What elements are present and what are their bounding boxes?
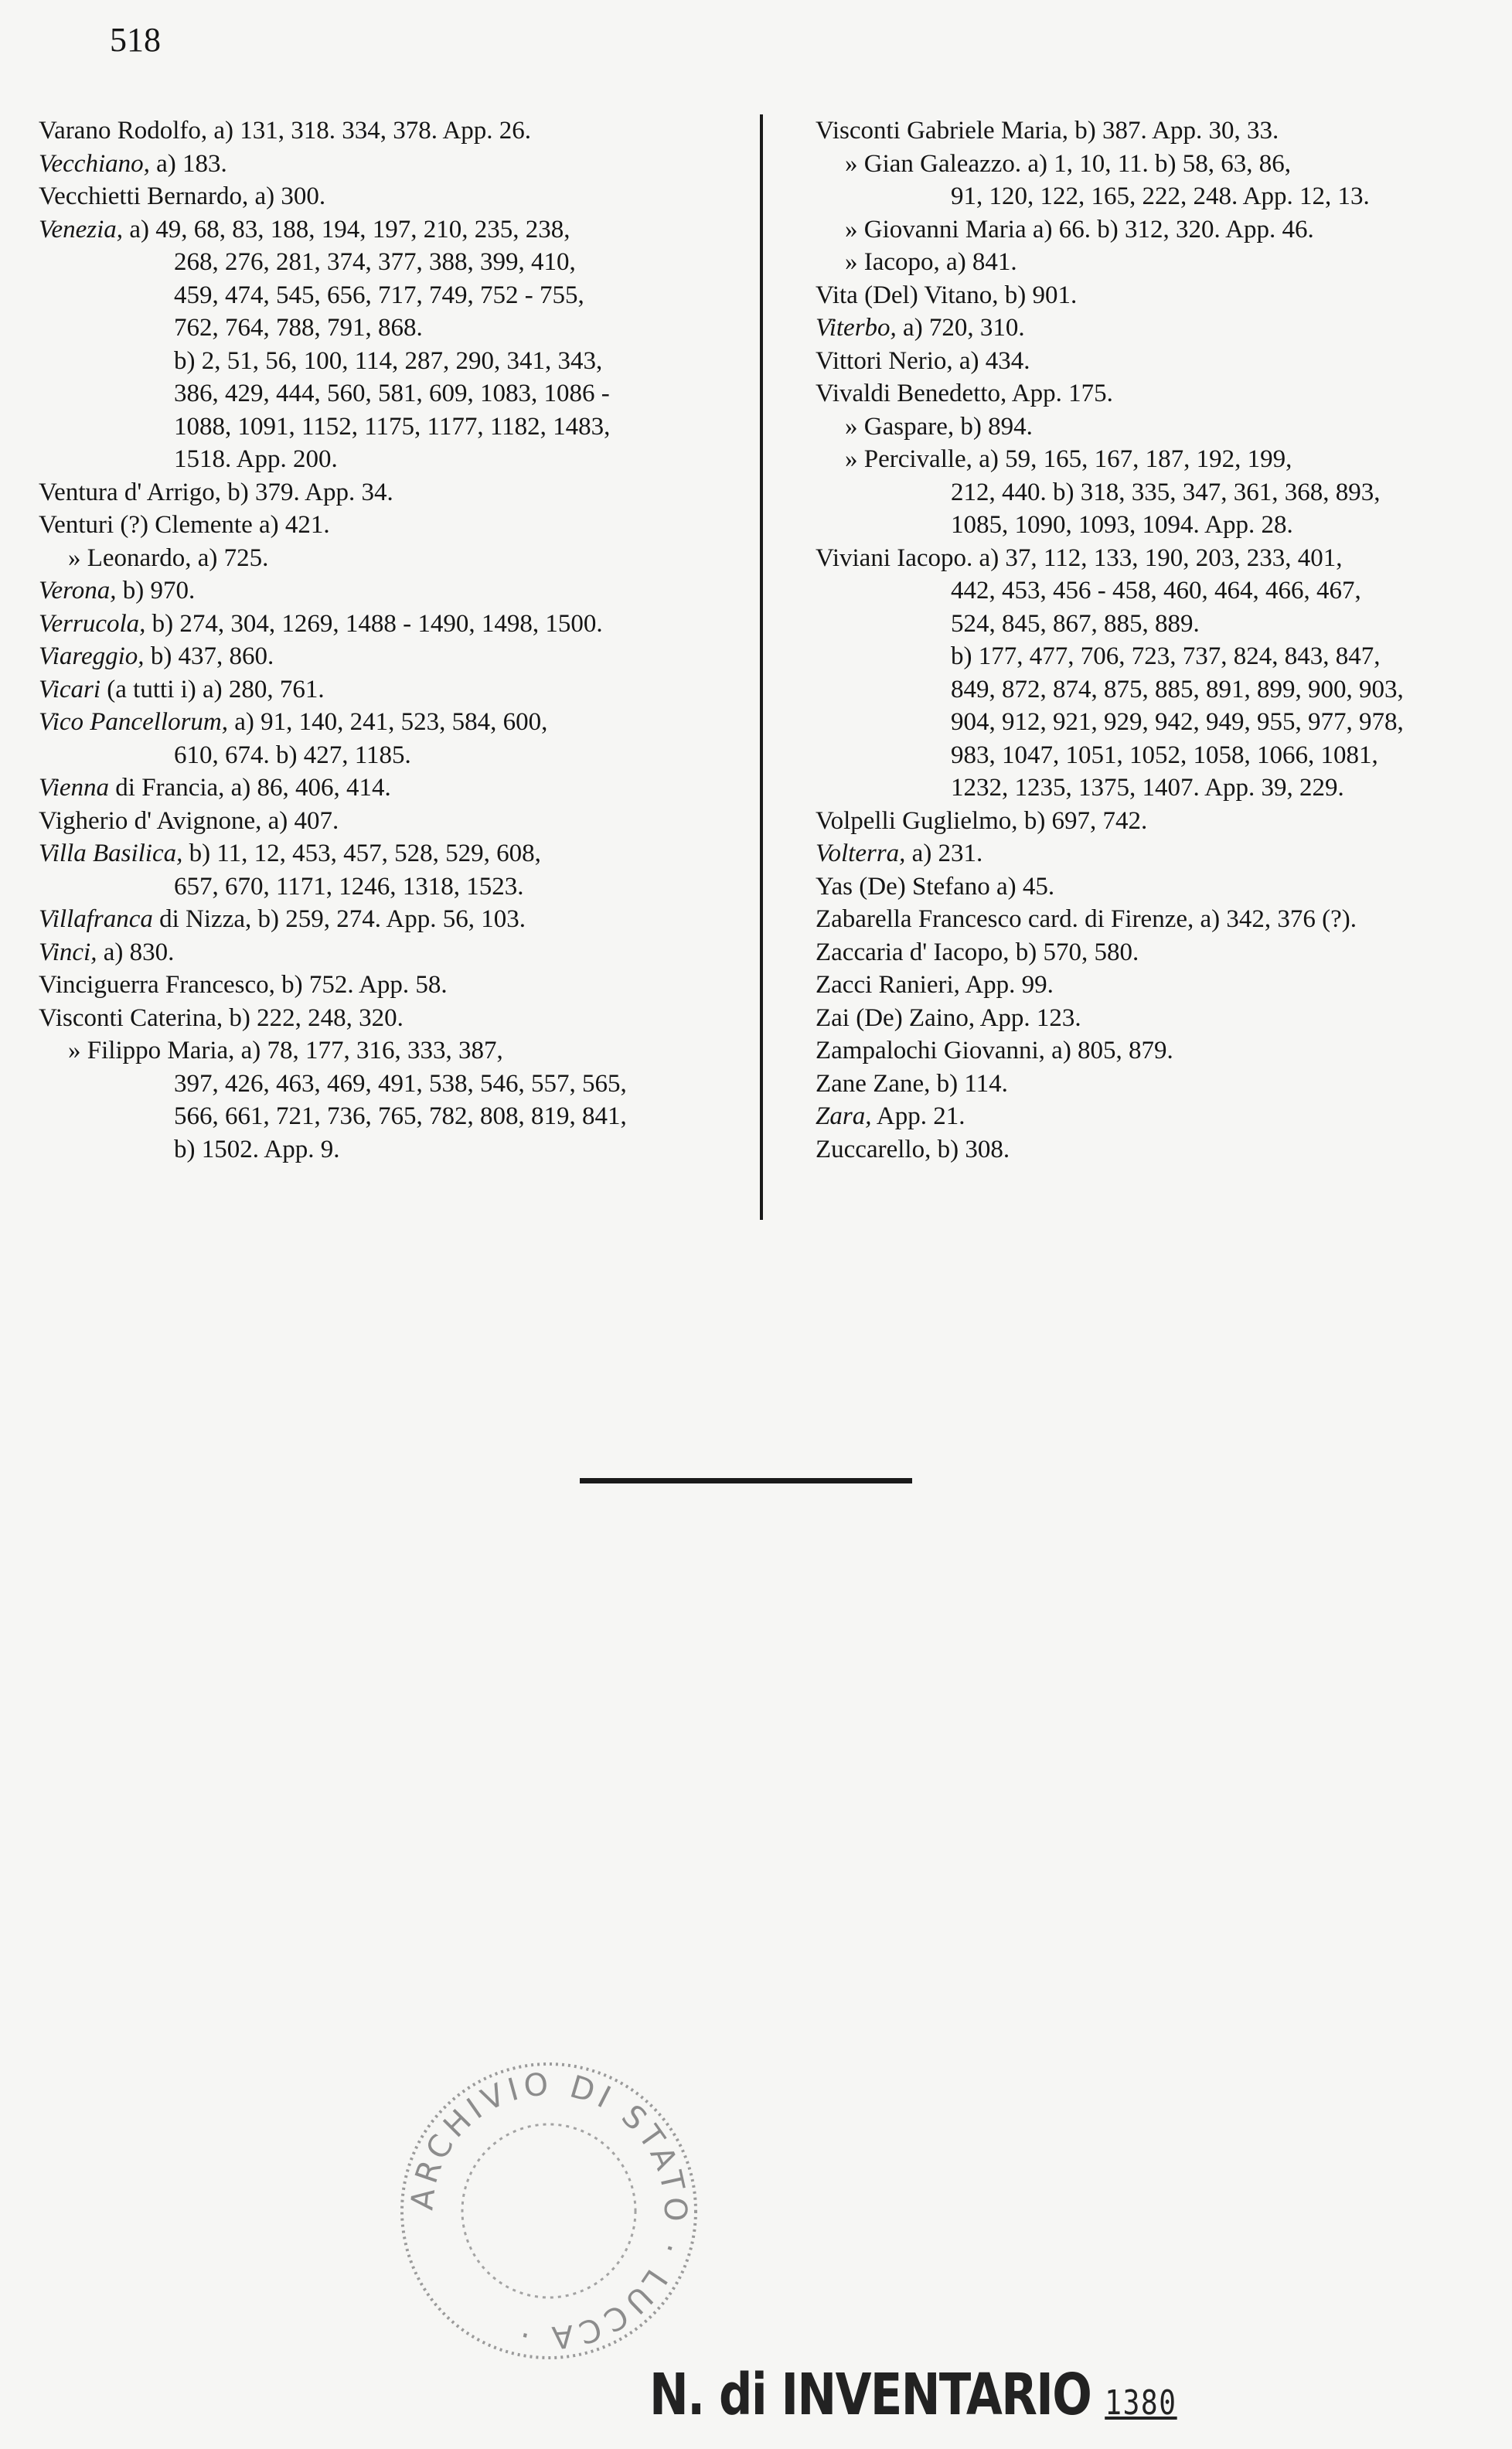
entry-person-name: Zacci Ranieri, xyxy=(816,971,965,999)
index-entry xyxy=(39,805,719,838)
entry-person-name: » Leonardo, xyxy=(68,543,198,572)
entry-references: a) 421. xyxy=(258,511,330,539)
entry-references: b) 274, 304, 1269, 1488 - 1490, 1498, 1500. xyxy=(145,609,603,638)
entry-person-name: » Gaspare, xyxy=(845,412,961,441)
entry-references: b) 379. App. 34. xyxy=(227,478,393,506)
index-entry xyxy=(39,509,719,542)
entry-references: b) 114. xyxy=(936,1069,1008,1098)
index-entry xyxy=(816,377,1496,410)
index-entry xyxy=(816,114,1496,148)
index-entry xyxy=(816,870,1496,904)
entry-person-name: Zuccarello, xyxy=(816,1135,938,1163)
entry-place-name: Vico Pancellorum, xyxy=(39,708,228,736)
entry-references: b) 970. xyxy=(116,577,196,605)
index-entry xyxy=(816,673,1496,707)
entry-person-name: Vecchietti Bernardo, xyxy=(39,182,255,210)
index-entry xyxy=(816,640,1496,673)
index-entry xyxy=(39,377,719,410)
index-entry xyxy=(39,673,719,707)
index-entry xyxy=(39,870,719,904)
index-entry xyxy=(816,1100,1496,1133)
entry-references: a) 49, 68, 83, 188, 194, 197, 210, 235, 238, xyxy=(123,215,570,244)
index-entry xyxy=(816,771,1496,805)
entry-person-name: Visconti Caterina, xyxy=(39,1003,230,1032)
entry-references: a) 830. xyxy=(97,938,175,966)
index-entry xyxy=(816,1034,1496,1068)
entry-continuation: b) 177, 477, 706, 723, 737, 824, 843, 847, xyxy=(951,642,1381,670)
entry-continuation: 212, 440. b) 318, 335, 347, 361, 368, 893, xyxy=(951,478,1381,506)
entry-references: App. 99. xyxy=(965,971,1054,999)
entry-references: a) 300. xyxy=(254,182,326,210)
entry-continuation: b) 1502. App. 9. xyxy=(174,1135,340,1163)
entry-place-name: Villa Basilica, xyxy=(39,840,183,867)
entry-person-name: Viviani Iacopo. xyxy=(816,543,979,572)
index-column-left xyxy=(39,114,719,1166)
index-entry xyxy=(816,706,1496,739)
entry-person-name: Vivaldi Benedetto, xyxy=(816,380,1012,407)
entry-continuation: 566, 661, 721, 736, 765, 782, 808, 819, 841, xyxy=(174,1102,627,1130)
entry-references: a) 805, 879. xyxy=(1051,1037,1173,1064)
entry-references: b) 570, 580. xyxy=(1015,938,1139,966)
entry-continuation: 1085, 1090, 1093, 1094. App. 28. xyxy=(951,511,1293,539)
index-entry xyxy=(39,640,719,673)
entry-continuation: 524, 845, 867, 885, 889. xyxy=(951,609,1200,638)
entry-place-name: Vienna xyxy=(39,774,110,802)
entry-place-name: Viterbo, xyxy=(816,314,897,342)
entry-place-name: Zara, xyxy=(816,1102,872,1130)
archive-stamp-icon xyxy=(394,2056,703,2366)
entry-person-name: » Percivalle, xyxy=(845,445,979,473)
index-entry xyxy=(816,476,1496,509)
entry-place-name: Villafranca xyxy=(39,905,153,933)
index-entry xyxy=(39,574,719,608)
entry-continuation: 1518. App. 200. xyxy=(174,445,338,473)
index-entry xyxy=(39,443,719,476)
entry-place-name: Vecchiano, xyxy=(39,149,150,178)
page-number: 518 xyxy=(110,21,161,59)
index-entry xyxy=(39,312,719,345)
entry-person-name: » Giovanni Maria xyxy=(845,215,1033,244)
index-entry xyxy=(39,903,719,936)
entry-person-name: » Iacopo, xyxy=(845,248,947,276)
index-entry xyxy=(816,969,1496,1002)
index-entry xyxy=(39,279,719,312)
index-column-right xyxy=(816,114,1496,1166)
index-entry xyxy=(39,771,719,805)
index-entry xyxy=(816,574,1496,608)
entry-references: a) 45. xyxy=(996,872,1055,901)
entry-references: a) 725. xyxy=(197,543,269,572)
index-entry xyxy=(39,1002,719,1035)
index-entry xyxy=(39,148,719,181)
entry-person-name: Yas (De) Stefano xyxy=(816,872,997,901)
entry-person-name: Venturi (?) Clemente xyxy=(39,511,259,539)
entry-references: a) 720, 310. xyxy=(896,314,1025,342)
entry-references: a) 841. xyxy=(946,248,1017,276)
entry-continuation: 657, 670, 1171, 1246, 1318, 1523. xyxy=(174,872,524,901)
index-entry xyxy=(39,1034,719,1068)
entry-continuation: 459, 474, 545, 656, 717, 749, 752 - 755, xyxy=(174,281,584,309)
entry-references: App. 175. xyxy=(1011,380,1113,407)
entry-references: b) 11, 12, 453, 457, 528, 529, 608, xyxy=(182,840,541,867)
inventory-number: 1380 xyxy=(1105,2383,1177,2423)
entry-place-name: Verona, xyxy=(39,577,117,605)
entry-references: b) 222, 248, 320. xyxy=(229,1003,404,1032)
entry-references: di Nizza, b) 259, 274. App. 56, 103. xyxy=(152,905,526,933)
entry-continuation: 442, 453, 456 - 458, 460, 464, 466, 467, xyxy=(951,577,1361,605)
index-entry xyxy=(39,739,719,772)
entry-references: a) 231. xyxy=(905,840,983,867)
index-entry xyxy=(816,509,1496,542)
entry-references: b) 901. xyxy=(1004,281,1078,309)
index-entry xyxy=(816,148,1496,181)
entry-person-name: Zaccaria d' Iacopo, xyxy=(816,938,1016,966)
entry-continuation: 386, 429, 444, 560, 581, 609, 1083, 1086 - xyxy=(174,380,610,407)
index-entry xyxy=(816,936,1496,969)
entry-person-name: Zai (De) Zaino, xyxy=(816,1003,980,1032)
entry-references: a) 183. xyxy=(149,149,227,178)
entry-references: a) 1, 10, 11. b) 58, 63, 86, xyxy=(1027,149,1292,178)
entry-place-name: Volterra, xyxy=(816,840,906,867)
index-entry xyxy=(816,443,1496,476)
index-entry xyxy=(39,1100,719,1133)
entry-continuation: b) 2, 51, 56, 100, 114, 287, 290, 341, 343, xyxy=(174,346,603,375)
entry-person-name: » Gian Galeazzo. xyxy=(845,149,1028,178)
index-entry xyxy=(39,936,719,969)
entry-place-name: Venezia, xyxy=(39,215,124,244)
entry-references: a) 434. xyxy=(959,346,1030,375)
entry-continuation: 1088, 1091, 1152, 1175, 1177, 1182, 1483, xyxy=(174,412,611,441)
entry-person-name: Visconti Gabriele Maria, xyxy=(816,117,1075,145)
index-entry xyxy=(816,180,1496,213)
stamp-text: ARCHIVIO DI STATO · LUCCA · xyxy=(404,2066,693,2355)
entry-person-name: Vita (Del) Vitano, xyxy=(816,281,1005,309)
index-entry xyxy=(816,246,1496,279)
index-entry xyxy=(816,608,1496,641)
entry-person-name: » Filippo Maria, xyxy=(68,1037,241,1064)
index-entry xyxy=(39,1133,719,1167)
end-rule xyxy=(580,1478,912,1483)
entry-references: a) 91, 140, 241, 523, 584, 600, xyxy=(228,708,548,736)
entry-continuation: 610, 674. b) 427, 1185. xyxy=(174,741,411,769)
index-entry xyxy=(816,542,1496,575)
entry-continuation: 1232, 1235, 1375, 1407. App. 39, 229. xyxy=(951,774,1344,802)
svg-text:ARCHIVIO DI STATO · LUCCA · xyxy=(404,2066,693,2355)
entry-person-name: Zane Zane, xyxy=(816,1069,937,1098)
index-entry xyxy=(816,1002,1496,1035)
index-entry xyxy=(816,345,1496,378)
entry-place-name: Vinci, xyxy=(39,938,97,966)
entry-references: App. 123. xyxy=(979,1003,1081,1032)
entry-continuation: 397, 426, 463, 469, 491, 538, 546, 557, 565, xyxy=(174,1069,627,1098)
entry-person-name: Zabarella Francesco card. di Firenze, xyxy=(816,905,1200,933)
entry-references: a) 131, 318. 334, 378. App. 26. xyxy=(213,117,532,145)
archive-stamp xyxy=(394,2056,703,2366)
entry-references: a) 342, 376 (?). xyxy=(1200,905,1357,933)
entry-references: App. 21. xyxy=(871,1102,965,1130)
index-entry xyxy=(39,213,719,247)
entry-references: b) 894. xyxy=(960,412,1033,441)
index-entry xyxy=(39,608,719,641)
index-entry xyxy=(816,805,1496,838)
index-entry xyxy=(39,180,719,213)
entry-person-name: Volpelli Guglielmo, xyxy=(816,806,1024,835)
entry-references: a) 66. b) 312, 320. App. 46. xyxy=(1032,215,1314,244)
entry-references: (a tutti i) a) 280, 761. xyxy=(100,675,325,703)
entry-person-name: Vittori Nerio, xyxy=(816,346,959,375)
index-entry xyxy=(39,476,719,509)
entry-place-name: Verrucola, xyxy=(39,609,146,638)
entry-person-name: Varano Rodolfo, xyxy=(39,117,214,145)
entry-continuation: 268, 276, 281, 374, 377, 388, 399, 410, xyxy=(174,248,576,276)
entry-person-name: Zampalochi Giovanni, xyxy=(816,1037,1052,1064)
entry-place-name: Vicari xyxy=(39,675,101,703)
index-entry xyxy=(39,542,719,575)
entry-person-name: Vigherio d' Avignone, xyxy=(39,806,268,835)
entry-references: di Francia, a) 86, 406, 414. xyxy=(109,774,391,802)
entry-references: b) 752. App. 58. xyxy=(281,971,448,999)
entry-person-name: Ventura d' Arrigo, xyxy=(39,478,228,506)
inventory-mark xyxy=(649,2362,1177,2428)
index-entry xyxy=(39,837,719,870)
index-entry xyxy=(39,345,719,378)
entry-continuation: 983, 1047, 1051, 1052, 1058, 1066, 1081, xyxy=(951,741,1378,769)
entry-person-name: Vinciguerra Francesco, xyxy=(39,971,282,999)
index-entry xyxy=(39,969,719,1002)
entry-continuation: 849, 872, 874, 875, 885, 891, 899, 900, 903, xyxy=(951,675,1404,703)
entry-references: b) 437, 860. xyxy=(144,642,274,670)
index-entry xyxy=(816,739,1496,772)
entry-references: b) 697, 742. xyxy=(1023,806,1148,835)
entry-references: a) 78, 177, 316, 333, 387, xyxy=(240,1037,503,1064)
index-entry xyxy=(39,706,719,739)
entry-references: b) 387. App. 30, 33. xyxy=(1074,117,1279,145)
index-entry xyxy=(816,1133,1496,1167)
index-entry xyxy=(39,1068,719,1101)
index-entry xyxy=(816,312,1496,345)
index-entry xyxy=(39,114,719,148)
index-entry xyxy=(816,213,1496,247)
entry-place-name: Viareggio, xyxy=(39,642,145,670)
index-entry xyxy=(816,279,1496,312)
entry-continuation: 904, 912, 921, 929, 942, 949, 955, 977, 978, xyxy=(951,708,1404,736)
index-entry xyxy=(816,837,1496,870)
entry-references: a) 59, 165, 167, 187, 192, 199, xyxy=(979,445,1292,473)
entry-continuation: 762, 764, 788, 791, 868. xyxy=(174,314,423,342)
entry-references: a) 37, 112, 133, 190, 203, 233, 401, xyxy=(979,543,1343,572)
index-entry xyxy=(816,903,1496,936)
index-entry xyxy=(816,1068,1496,1101)
entry-continuation: 91, 120, 122, 165, 222, 248. App. 12, 13. xyxy=(951,182,1370,210)
inventory-label: N. di INVENTARIO xyxy=(649,2362,1091,2428)
index-entry xyxy=(39,246,719,279)
index-entry xyxy=(816,410,1496,444)
index-entry xyxy=(39,410,719,444)
entry-references: b) 308. xyxy=(937,1135,1010,1163)
entry-references: a) 407. xyxy=(267,806,339,835)
column-divider xyxy=(760,114,763,1220)
